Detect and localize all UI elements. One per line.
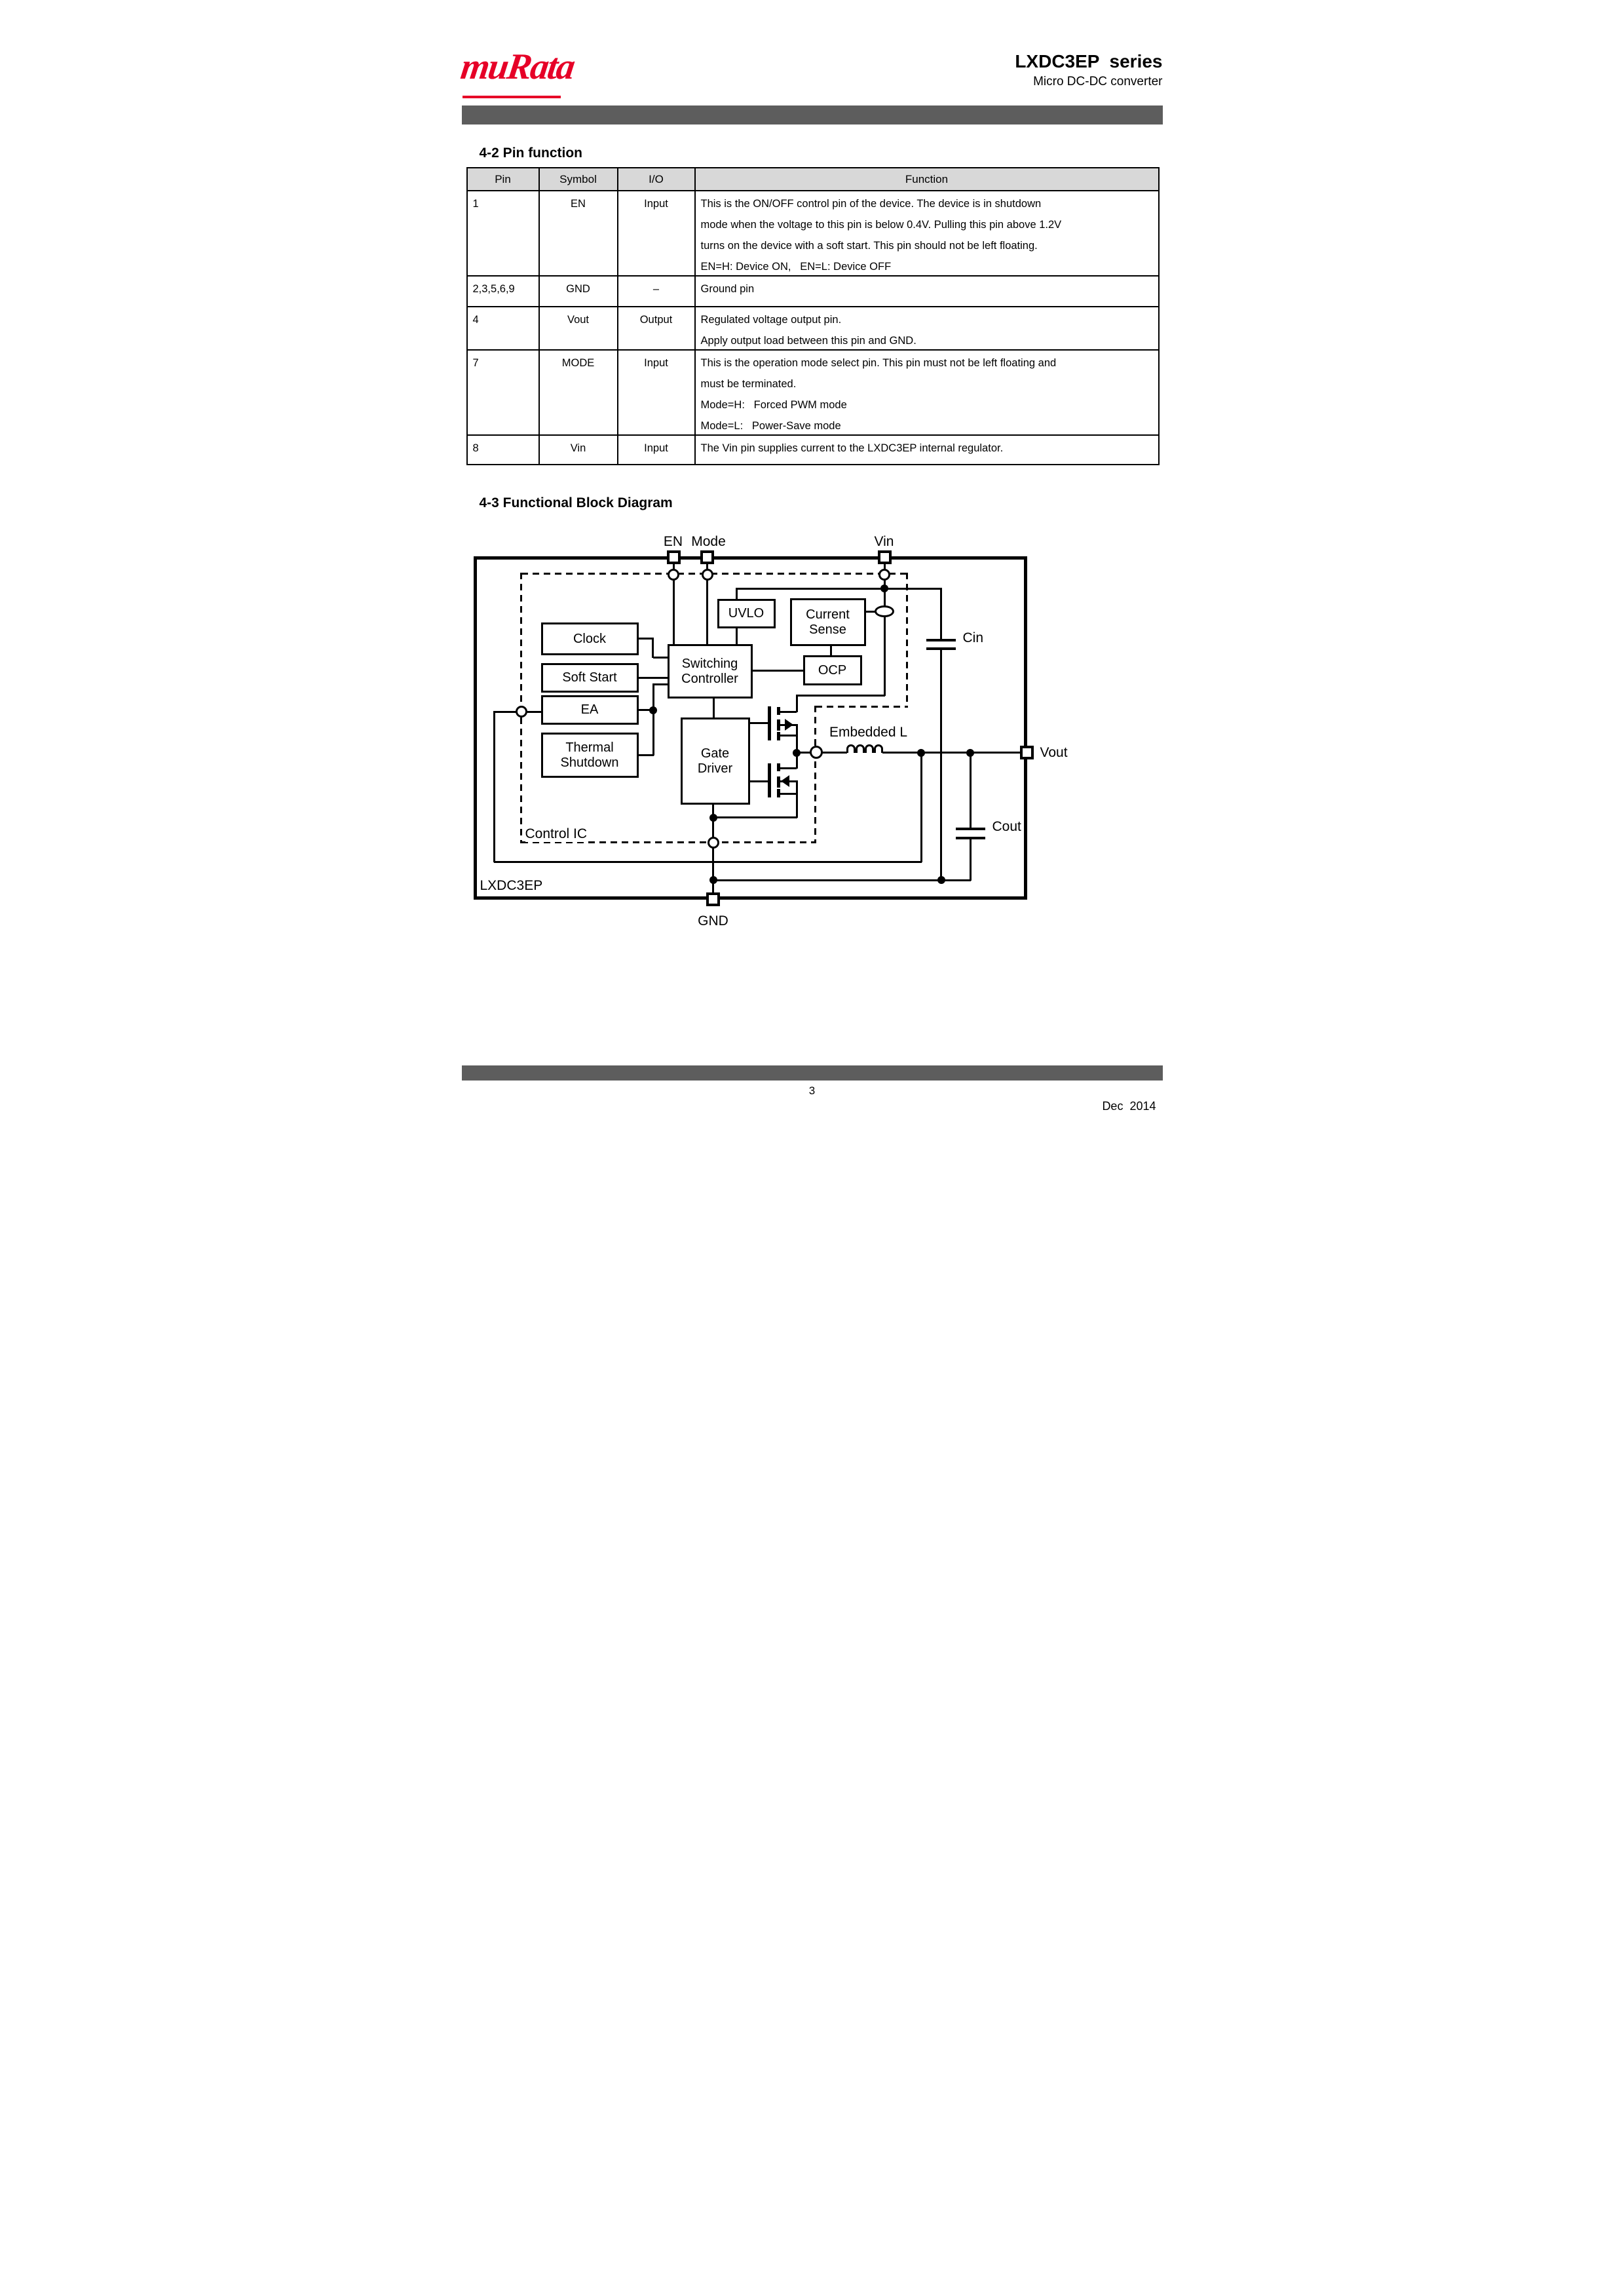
wire-vin-down — [884, 562, 886, 696]
wire-cs-to-ocp — [830, 646, 832, 656]
cell-io: Output — [618, 307, 695, 350]
block-soft-start — [541, 663, 639, 693]
wire-clock-out-b — [653, 657, 668, 659]
col-header-function: Function — [695, 168, 1159, 191]
cell-function: Ground pin — [695, 276, 1159, 307]
cell-function: This is the ON/OFF control pin of the device. The device is in shutdown mode when the voltage to this pin is below 0.4V. Pulling this pin above 1.2V turns on the device with a soft start. This pin should not be left floating. EN=H: Device ON, EN=L: Device OFF — [695, 191, 1159, 276]
inductor-hump-2 — [856, 744, 865, 753]
cell-function: This is the operation mode select pin. This pin must not be left floating and must be terminated. Mode=H: Forced PWM mode Mode=L: Power-Save mode — [695, 350, 1159, 435]
boundary-circle-en — [668, 569, 679, 581]
cell-io: – — [618, 276, 695, 307]
cell-symbol: Vin — [539, 435, 618, 465]
cin-plate-top — [926, 639, 956, 641]
section-title-pin-function: 4-2 Pin function — [479, 145, 582, 161]
wire-ls-source-down — [796, 793, 798, 818]
block-soft-start-label: Soft Start — [562, 670, 617, 685]
block-ocp — [803, 655, 862, 685]
block-ocp-label: OCP — [818, 662, 847, 678]
cell-pin: 1 — [467, 191, 539, 276]
terminal-vin — [878, 550, 892, 564]
cell-pin: 8 — [467, 435, 539, 465]
label-en: EN — [663, 534, 683, 549]
cell-function: The Vin pin supplies current to the LXDC3EP internal regulator. — [695, 435, 1159, 465]
wire-vin-uvlo-cin — [737, 588, 941, 590]
wire-sc-to-gd — [713, 698, 715, 718]
label-package: LXDC3EP — [480, 878, 543, 893]
block-current-sense — [790, 598, 866, 646]
junction-cin-caps — [937, 876, 945, 884]
control-ic-outline-right-lower — [814, 706, 816, 843]
inductor-hump-3 — [865, 744, 874, 753]
current-sense-probe — [875, 605, 894, 617]
cell-symbol: GND — [539, 276, 618, 307]
section-title-block-diagram: 4-3 Functional Block Diagram — [479, 495, 673, 510]
label-vin: Vin — [874, 534, 894, 549]
wire-softstart-out — [639, 677, 668, 679]
block-gate-driver — [681, 718, 750, 805]
hs-mosfet-body-arrow — [785, 719, 793, 731]
wire-sc-left-entry — [653, 683, 668, 685]
block-switching-controller — [668, 644, 753, 698]
junction-ls-source-gnd — [709, 814, 717, 822]
label-gnd: GND — [698, 913, 728, 928]
cell-symbol: EN — [539, 191, 618, 276]
block-thermal-shutdown-label: Thermal Shutdown — [560, 740, 619, 770]
label-cout: Cout — [992, 819, 1021, 834]
terminal-vout — [1020, 746, 1034, 759]
label-control-ic: Control IC — [525, 826, 588, 841]
doc-date: Dec 2014 — [1102, 1100, 1156, 1113]
block-uvlo-label: UVLO — [728, 606, 765, 621]
label-cin: Cin — [962, 630, 984, 645]
boundary-circle-feedback — [516, 706, 527, 718]
wire-cout-lower — [970, 839, 972, 881]
cell-symbol: Vout — [539, 307, 618, 350]
wire-drain-rail — [797, 695, 885, 697]
wire-ls-drain-stub — [780, 767, 797, 769]
cout-plate-bottom — [956, 837, 985, 839]
wire-thermal-out — [639, 754, 654, 756]
inductor-hump-4 — [874, 744, 883, 753]
cell-function: Regulated voltage output pin. Apply output load between this pin and GND. — [695, 307, 1159, 350]
block-switching-controller-label: Switching Controller — [681, 656, 738, 686]
junction-gnd-caps — [709, 876, 717, 884]
wire-ls-gate — [750, 780, 768, 782]
control-ic-outline-notch — [816, 706, 908, 708]
ls-mosfet-channel-seg1 — [777, 763, 780, 771]
hs-mosfet-gate-bar — [768, 706, 771, 740]
wire-hs-gate — [750, 722, 768, 724]
cell-io: Input — [618, 191, 695, 276]
hs-mosfet-channel-seg3 — [777, 732, 780, 740]
block-clock — [541, 622, 639, 655]
footer-divider-bar — [462, 1065, 1163, 1081]
ls-mosfet-channel-seg2 — [777, 776, 780, 788]
page-number: 3 — [808, 1084, 816, 1097]
cell-pin: 7 — [467, 350, 539, 435]
junction-switch-node — [793, 749, 801, 757]
wire-sc-to-ocp — [753, 670, 804, 672]
boundary-circle-vin — [878, 569, 890, 581]
block-ea-label: EA — [580, 702, 599, 717]
control-ic-outline-top — [521, 573, 908, 575]
boundary-circle-mode — [702, 569, 713, 581]
label-vout: Vout — [1040, 745, 1068, 760]
functional-block-diagram — [406, 0, 1218, 1148]
murata-logo-text: muRata — [458, 47, 576, 87]
block-ea — [541, 695, 639, 725]
wire-cout-upper — [970, 752, 972, 829]
cell-io: Input — [618, 435, 695, 465]
boundary-circle-switch-node — [810, 746, 823, 759]
ls-mosfet-channel-seg3 — [777, 789, 780, 797]
junction-output-cout — [966, 749, 974, 757]
product-subtitle: Micro DC-DC converter — [1033, 75, 1163, 88]
terminal-gnd — [706, 892, 720, 906]
ls-mosfet-gate-bar — [768, 763, 771, 797]
junction-ea — [649, 706, 657, 714]
cell-io: Input — [618, 350, 695, 435]
block-clock-label: Clock — [573, 631, 606, 646]
inductor-hump-1 — [846, 744, 856, 753]
ls-mosfet-body-arrow — [781, 775, 789, 787]
wire-feedback-right — [920, 752, 922, 862]
junction-vin — [880, 584, 888, 592]
series-title: LXDC3EP series — [1015, 51, 1163, 71]
wire-ea-thermal-join — [652, 683, 654, 756]
wire-hs-drain-up — [796, 695, 798, 712]
cell-pin: 2,3,5,6,9 — [467, 276, 539, 307]
wire-cin-lower — [940, 650, 942, 881]
block-current-sense-label: Current Sense — [806, 607, 850, 637]
wire-clock-out-a — [639, 638, 653, 640]
block-uvlo — [717, 599, 776, 628]
junction-output-feedback — [917, 749, 925, 757]
cout-plate-top — [956, 828, 985, 830]
wire-output — [882, 752, 1021, 754]
wire-clock-step — [652, 638, 654, 658]
hs-mosfet-channel-seg1 — [777, 707, 780, 715]
wire-cin-upper — [940, 588, 942, 640]
hs-mosfet-channel-seg2 — [777, 719, 780, 731]
wire-hs-source-stub — [780, 735, 797, 737]
cin-plate-bottom — [926, 647, 956, 650]
col-header-pin: Pin — [467, 168, 539, 191]
label-embedded-l: Embedded L — [829, 725, 908, 740]
cell-symbol: MODE — [539, 350, 618, 435]
wire-ls-source-to-gnd — [713, 816, 797, 818]
cell-pin: 4 — [467, 307, 539, 350]
block-gate-driver-label: Gate Driver — [697, 746, 733, 776]
wire-caps-gnd — [713, 879, 971, 881]
wire-hs-drain-stub — [780, 711, 797, 713]
terminal-en — [667, 550, 681, 564]
wire-uvlo-bottom-stub — [736, 628, 738, 645]
block-thermal-shutdown — [541, 733, 639, 778]
col-header-io: I/O — [618, 168, 695, 191]
boundary-circle-gnd — [708, 837, 719, 849]
wire-feedback-left — [493, 711, 495, 862]
label-mode: Mode — [691, 534, 726, 549]
terminal-mode — [700, 550, 714, 564]
control-ic-outline-right-upper — [906, 573, 908, 707]
wire-uvlo-top-stub — [736, 588, 738, 600]
datasheet-page — [406, 0, 1218, 1148]
wire-feedback — [494, 861, 922, 863]
wire-ls-source-stub — [780, 793, 797, 795]
wire-ls-body-down — [796, 780, 798, 794]
col-header-symbol: Symbol — [539, 168, 618, 191]
